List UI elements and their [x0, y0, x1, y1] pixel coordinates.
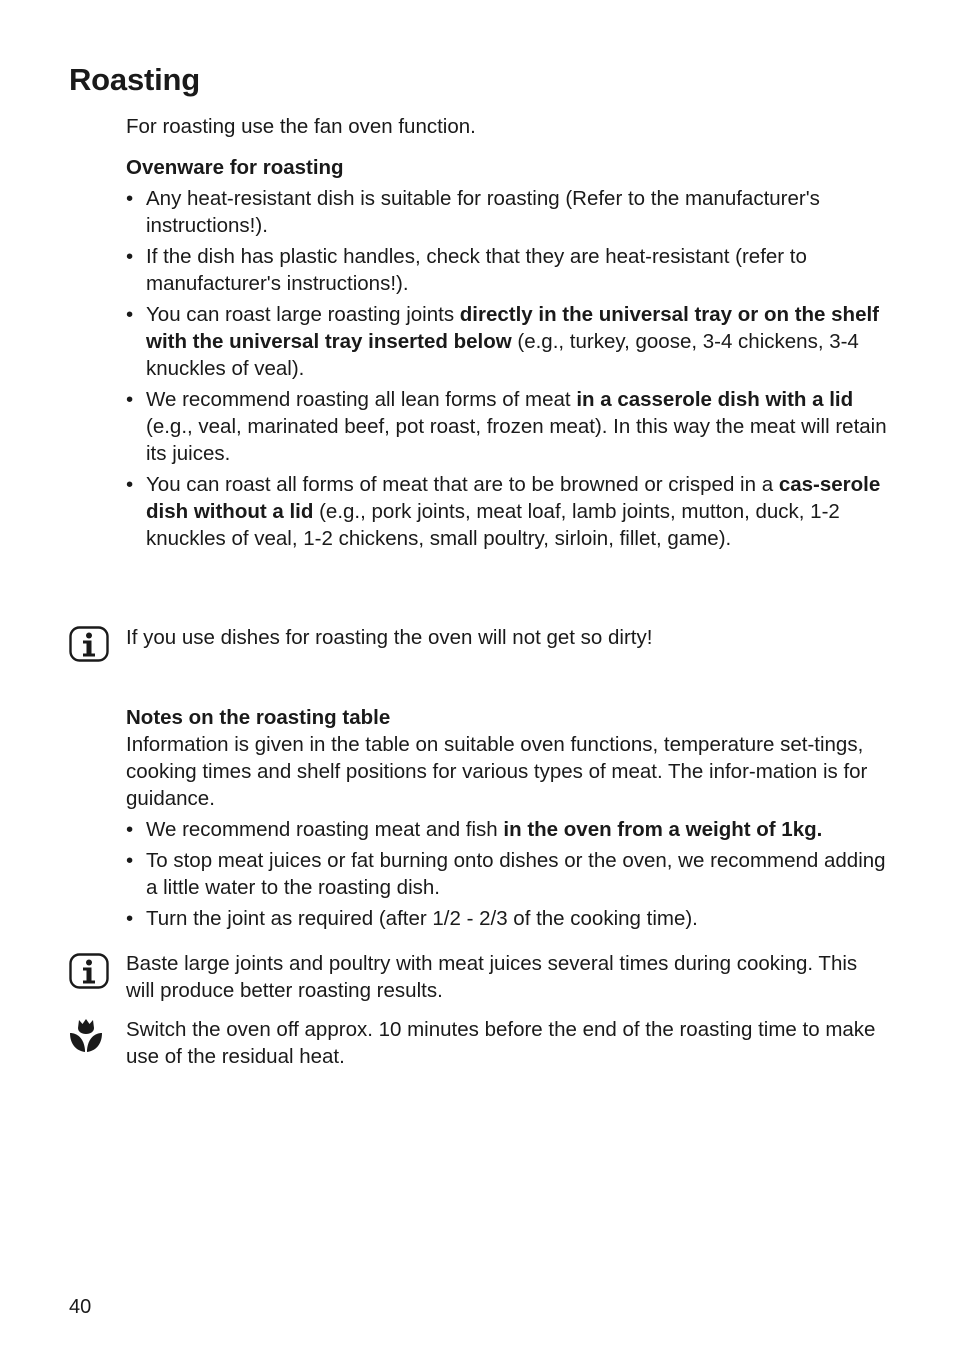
notes-text: Information is given in the table on suitable oven functions, temperature set-tings, cooking times and shelf positions for various types of meat. The infor-mation is for guidance.	[126, 733, 868, 810]
list-item: • Any heat-resistant dish is suitable for roasting (Refer to the manufacturer's instructions!).	[126, 185, 890, 239]
list-item: • You can roast all forms of meat that are to be browned or crisped in a cas-serole dish without a lid (e.g., pork joints, meat loaf, lamb joints, mutton, duck, 1-2 knuckles of veal, 1-2 chickens, small poultry, sirloin, fillet, game).	[126, 471, 890, 552]
info-icon	[69, 953, 109, 989]
info-note-text: Baste large joints and poultry with meat juices several times during cooking. This will produce better roasting results.	[126, 952, 858, 1002]
notes-list	[126, 816, 890, 932]
info-note-1	[126, 624, 890, 651]
list-item: • If the dish has plastic handles, check that they are heat-resistant (refer to manufacturer's instructions!).	[126, 243, 890, 297]
eco-note	[126, 1016, 890, 1070]
ovenware-section	[126, 154, 890, 556]
intro-text: For roasting use the fan oven function.	[126, 115, 476, 138]
intro-block	[126, 113, 890, 140]
list-item: • Turn the joint as required (after 1/2 - 2/3 of the cooking time).	[126, 905, 890, 932]
ovenware-list	[126, 185, 890, 552]
list-item: • We recommend roasting meat and fish in the oven from a weight of 1kg.	[126, 816, 890, 843]
list-item: • We recommend roasting all lean forms of meat in a casserole dish with a lid (e.g., veal, marinated beef, pot roast, frozen meat). In this way the meat will retain its juices.	[126, 386, 890, 467]
list-item: • To stop meat juices or fat burning onto dishes or the oven, we recommend adding a little water to the roasting dish.	[126, 847, 890, 901]
info-note-text: If you use dishes for roasting the oven will not get so dirty!	[126, 626, 653, 649]
list-item: • You can roast large roasting joints directly in the universal tray or on the shelf with the universal tray inserted below (e.g., turkey, goose, 3-4 chickens, 3-4 knuckles of veal).	[126, 301, 890, 382]
eco-tip-icon	[69, 1017, 105, 1053]
ovenware-heading: Ovenware for roasting	[126, 156, 344, 179]
info-icon	[69, 626, 109, 662]
page-title: Roasting	[69, 62, 201, 97]
eco-note-text: Switch the oven off approx. 10 minutes before the end of the roasting time to make use of the residual heat.	[126, 1018, 876, 1068]
notes-section	[126, 704, 890, 936]
notes-heading: Notes on the roasting table	[126, 706, 391, 729]
page-number: 40	[69, 1296, 92, 1318]
info-note-2	[126, 950, 890, 1004]
